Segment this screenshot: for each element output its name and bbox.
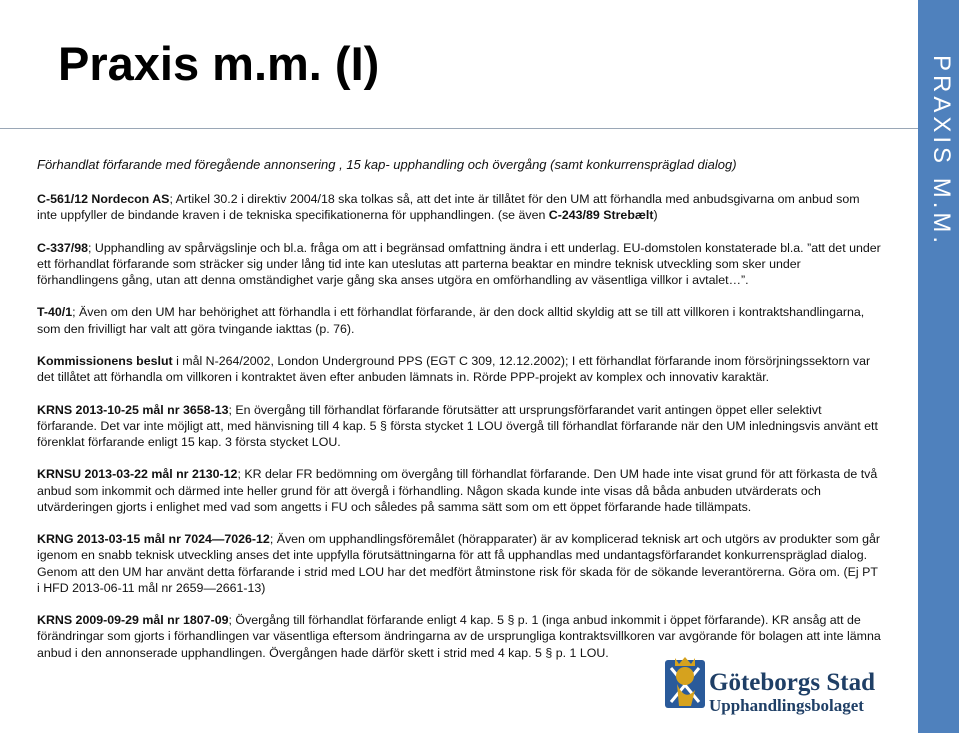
case-text-5: ; En övergång till förhandlat förfarande förutsätter att ursprungsförfarandet varit antingen öppet eller selektivt förfarande. Det var inte möjligt att, med hänvisning till 4 kap. 5 § första stycket 1 LOU övergå till förhandlat förfarande när den UM inledningsvis använt ett förenklat förfarande enligt 15 kap. 3 första stycket LOU. xyxy=(37,402,878,449)
case-text-7: ; Även om upphandlingsföremålet (hörapparater) är av komplicerad teknisk art och utgörs av produkter som går igenom en snabb teknisk utveckling anses det inte uppfylla förutsättningarna för att få upphandlas med undantagsförfarandet konkurrenspräglad dialog. Genom att den UM har använt detta förfarande i strid med LOU har det medfört åtminstone risk för skada för de sökande leverantörerna. Göra om. (Ej PT i HFD 2013-06-11 mål nr 2659—2661-13) xyxy=(37,532,881,595)
case-paragraph-7 xyxy=(37,531,882,596)
case-xref-1: C-243/89 Strebælt xyxy=(548,208,654,223)
case-ref-1: C-561/12 Nordecon AS xyxy=(37,192,170,206)
case-ref-2: C-337/98 xyxy=(37,240,88,255)
case-paragraph-6 xyxy=(37,466,882,515)
case-paragraph-4 xyxy=(37,353,882,385)
case-text-2: ; Upphandling av spårvägslinje och bl.a. fråga om att i begränsad omfattning ändra i ett underlag. EU-domstolen konstaterade bl.a. ”att det under ett förhandlat förfarande som sträcker sig under lång tid inte kan uteslutas att parterna beaktar en mindre teknisk utveckling som sker under förhandlingens gång, utan att denna omständighet varje gång ska anses utgöra en omförhandling av väsentliga villkor i avtalet…”. xyxy=(37,240,881,287)
case-text-4: i mål N-264/2002, London Underground PPS (EGT C 309, 12.12.2002); I ett förhandlat förfarande inom försörjningssektorn var det tillåtet att förhandla om villkoren i kontraktet även efter anbuden lämnats in. Rörde PPP-projekt av komplex och innovativ karaktär. xyxy=(37,353,871,385)
case-paragraph-2 xyxy=(37,240,882,289)
side-label: PRAXIS M.M. xyxy=(928,55,955,248)
subtitle: Förhandlat förfarande med föregående annonsering , 15 kap- upphandling och övergång (samt konkurrenspräglad dialog) xyxy=(37,157,737,172)
case-ref-5: KRNS 2013-10-25 mål nr 3658-13 xyxy=(37,402,229,417)
title-divider xyxy=(0,128,918,129)
case-text-3: ; Även om den UM har behörighet att förhandla i ett förhandlat förfarande, är den dock alltid skyldig att se till att villkoren i kontraktshandlingarna, som den frivilligt har valt att göra tvingande iakttas (p. 76). xyxy=(37,305,865,336)
case-text-8: ; Övergång till förhandlat förfarande enligt 4 kap. 5 § p. 1 (inga anbud inkommit i öppet förfarande). KR ansåg att de förändringar som gjorts i förhandlingen var väsentliga eftersom ändringarna av de ursprungliga kontraktsvillkoren var avgörande för bolagen att inte lämna anbud i den annonserade upphandlingen. Övergången hade därför skett i strid med 4 kap. 5 § p. 1 LOU. xyxy=(37,613,881,660)
case-ref-7: KRNG 2013-03-15 mål nr 7024—7026-12 xyxy=(37,532,270,547)
case-tail-1: ) xyxy=(653,208,658,223)
emblem-lion-head xyxy=(676,667,694,685)
case-ref-3: T-40/1 xyxy=(37,305,73,320)
logo-name: Göteborgs Stad xyxy=(709,669,875,696)
case-ref-8: KRNS 2009-09-29 mål nr 1807-09 xyxy=(37,613,229,628)
case-paragraph-1 xyxy=(37,191,882,223)
case-text-6: ; KR delar FR bedömning om övergång till förhandlat förfarande. Den UM hade inte visat grund för att förkasta de två anbud som inkommit och därmed inte heller grund för att övergå i förhandling. Någon skada kunde inte visas då båda anbuden utvärderats och utvärderingen gjorts i enlighet med vad som angetts i FU och således på samma sätt som om ett öppet förfarande hade tillämpats. xyxy=(37,467,878,514)
case-ref-6: KRNSU 2013-03-22 mål nr 2130-12 xyxy=(37,467,238,482)
logo-subtitle: Upphandlingsbolaget xyxy=(709,696,864,715)
page-title: Praxis m.m. (I) xyxy=(58,37,380,90)
case-paragraph-3 xyxy=(37,304,882,336)
case-paragraph-5 xyxy=(37,402,882,451)
case-text-1: ; Artikel 30.2 i direktiv 2004/18 ska tolkas så, att det inte är tillåtet för den UM att förhandla med anbudsgivarna om anbud som inte uppfyller de bindande kraven i de tekniska specifikationerna för upphandlingen. (se även xyxy=(37,192,860,223)
case-list xyxy=(37,191,882,661)
case-ref-4: Kommissionens beslut xyxy=(37,353,173,368)
